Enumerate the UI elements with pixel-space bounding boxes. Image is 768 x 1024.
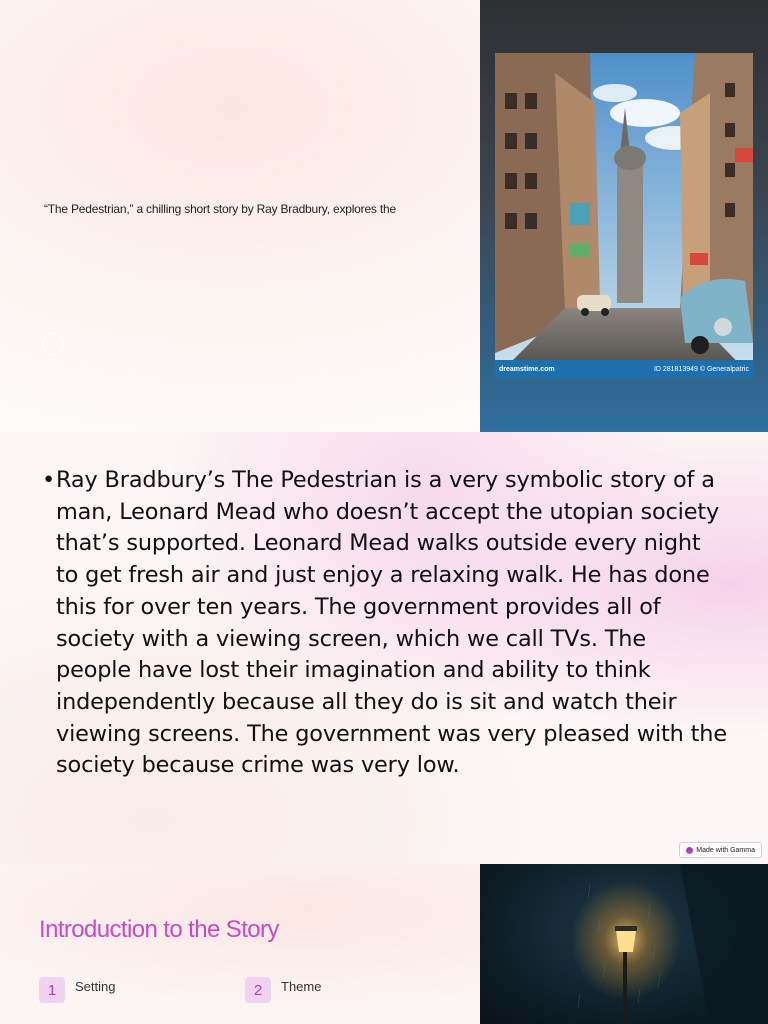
slide-3 (0, 864, 768, 1024)
number-badge: 1 (39, 977, 65, 1003)
number-badge: 2 (245, 977, 271, 1003)
outline-item-setting (39, 977, 115, 1003)
body-text-block (42, 465, 727, 782)
watermark-bar (495, 360, 753, 378)
item-label: Setting (75, 979, 116, 994)
outline-item-theme (245, 977, 321, 1003)
streetlamp-illustration (480, 864, 768, 1024)
streetlamp-image (480, 864, 768, 1024)
image-panel (480, 0, 768, 432)
intro-text: “The Pedestrian,” a chilling short story by Ray Bradbury, explores the (44, 202, 396, 216)
summary-paragraph: Ray Bradbury’s The Pedestrian is a very symbolic story of a man, Leonard Mead who doesn’t accept the utopian society that’s supported. Leonard Mead walks outside every night to get fresh air and just enjoy a relaxing walk. He has done this for over ten years. The government provides all of society with a viewing screen, which we call TVs. The people have lost their imagination and ability to think independently because all they do is sit and watch their viewing screens. The government was very pleased with the society because crime was very low. (56, 467, 727, 779)
made-with-gamma-badge[interactable] (679, 842, 762, 858)
city-street-illustration (495, 53, 753, 378)
city-street-photo (495, 53, 753, 378)
decorative-circle (42, 333, 64, 355)
slide-title: Introduction to the Story (39, 916, 279, 943)
slide-2 (0, 432, 768, 864)
watermark-id: ID 281813949 © Generalpatric (653, 365, 749, 373)
badge-label: Made with Gamma (696, 846, 755, 854)
gamma-logo-icon (686, 847, 693, 854)
item-label: Theme (281, 979, 322, 994)
bullet-point: • (42, 467, 56, 493)
slide-1 (0, 0, 768, 432)
watermark-brand: dreamstime.com (499, 365, 555, 373)
